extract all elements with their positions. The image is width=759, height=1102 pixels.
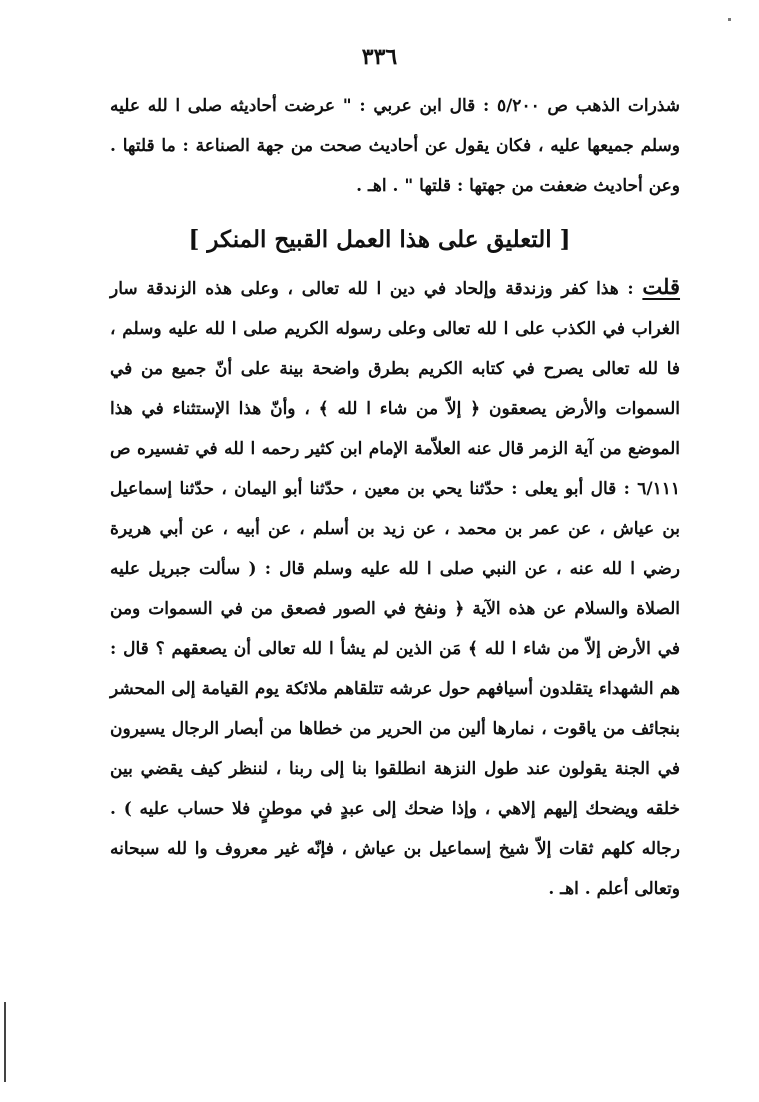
scan-speck — [728, 18, 731, 21]
lead-word: قلت — [642, 274, 681, 299]
page-number: ٣٣٦ — [361, 44, 398, 70]
main-paragraph — [110, 267, 680, 909]
margin-rule — [4, 1002, 6, 1082]
section-heading: [ التعليق على هذا العمل القبيح المنكر ] — [188, 226, 571, 253]
intro-paragraph: شذرات الذهب ص ٥/٢٠٠ : قال ابن عربي : " عرضت أحاديثه صلى ا لله عليه وسلم جميعها عليه ، فكان يقول عن أحاديث صحت من جهة الصناعة : ما قلتها . وعن أحاديث ضعفت من جهتها : قلتها " . اهـ . — [110, 96, 680, 196]
main-paragraph-text: : هذا كفر وزندقة وإلحاد في دين ا لله تعالى ، وعلى هذه الزندقة سار الغراب في الكذب على ا لله تعالى وعلى رسوله الكريم صلى ا لله عليه وسلم ، فا لله تعالى يصرح في كتابه الكريم بطرق واضحة بينة على أنّ جميع من في السموات والأرض يصعقون ﴿ إلاّ من شاء ا لله ﴾ ، وأنّ هذا الإستثناء في هذا الموضع من آية الزمر قال عنه العلاّمة الإمام ابن كثير رحمه ا لله في تفسيره ص ٦/١١١ : قال أبو يعلى : حدّثنا يحي بن معين ، حدّثنا أبو اليمان ، حدّثنا إسماعيل بن عياش ، عن عمر بن محمد ، عن زيد بن أسلم ، عن أبيه ، عن أبي هريرة رضي ا لله عنه ، عن النبي صلى ا لله عليه وسلم قال : ( سألت جبريل عليه الصلاة والسلام عن هذه الآية ﴿ ونفخ في الصور فصعق من في السموات ومن في الأرض إلاّ من شاء ا لله ﴾ مَن الذين لم يشأ ا لله تعالى أن يصعقهم ؟ قال : هم الشهداء يتقلدون أسيافهم حول عرشه تتلقاهم ملائكة يوم القيامة إلى المحشر بنجائف من ياقوت ، نمارها ألين من الحرير من خطاها من أبصار الرجال يسيرون في الجنة يقولون عند طول النزهة انطلقوا بنا إلى ربنا ، لننظر كيف يقضي بين خلقه ويضحك إليهم إلاهي ، وإذا ضحك إلى عبدٍ في موطنٍ فلا حساب عليه ) . رجاله كلهم ثقات إلاّ شيخ إسماعيل بن عياش ، فإنّه غير معروف وا لله سبحانه وتعالى أعلم . اهـ . — [110, 279, 680, 899]
